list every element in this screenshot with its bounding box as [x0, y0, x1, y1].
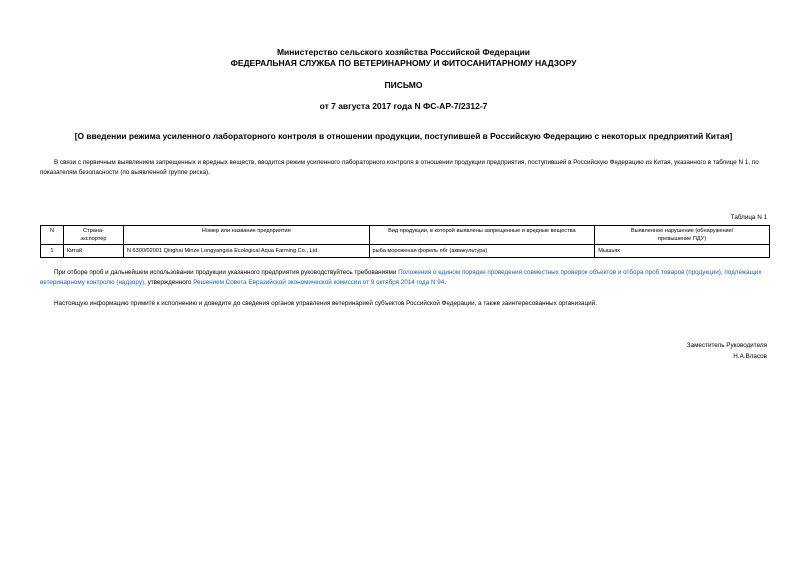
cell-violation: Мышьяк — [595, 245, 770, 258]
cell-product: рыба мороженая форель пбг (аквакультура) — [369, 245, 595, 258]
instruction-paragraph: Настоящую информацию примите к исполнению и доведите до сведения органов управления ветеринарией субъектов Российской Федерации, а также заинтересованных организаций. — [54, 300, 597, 307]
cell-enterprise: N 6300/02001 Qinghai Minze Longyangxia Ecological Aqua Farming Co., Ltd. — [123, 245, 369, 258]
ministry-name: Министерство сельского хозяйства Российской Федерации — [276, 47, 531, 57]
header-cell-enterprise: Номер или название предприятия — [123, 226, 369, 245]
contamination-table — [40, 225, 770, 258]
requirements-text-start: При отборе проб и дальнейшем использовании продукции указанного предприятия руководствуйтесь требованиями — [54, 269, 399, 276]
header-cell-violation: Выявленное нарушение (обнаружение/ превышение ПДУ) — [595, 226, 770, 245]
document-title: [О введении режима усиленного лабораторного контроля в отношении продукции, поступившей в Российскую Федерацию с некоторых предприятий Китая] — [74, 131, 733, 141]
table-header-row — [41, 226, 770, 245]
regulation-link[interactable]: Положения о едином порядке проведения совместных проверок объектов и отбора проб товаров (продукции), подлежащих ветеринарному контролю (надзору) — [40, 269, 762, 286]
header-cell-country: Страна- экспортер — [63, 226, 123, 245]
document-date-number: от 7 августа 2017 года N ФС-АР-7/2312-7 — [319, 101, 488, 111]
table-caption: Таблица N 1 — [730, 214, 767, 221]
cell-country: Китай — [63, 245, 123, 258]
decision-link[interactable]: Решением Совета Евразийской экономической комиссии от 9 октября 2014 года N 94 — [193, 279, 445, 286]
requirements-text-middle: , утвержденного — [144, 279, 194, 286]
requirements-text-end: . — [444, 279, 447, 286]
table-row — [41, 245, 770, 258]
document-type: ПИСЬМО — [384, 80, 423, 90]
intro-paragraph: В связи с первичным выявлением запрещенных и вредных веществ, вводится режим усиленного лабораторного контроля в отношении продукции предприятия, поступившей в Российскую Федерацию из Китая, указанного в таблице N 1, по показателям безопасности (по выявленной группе риска). — [40, 159, 759, 176]
signatory-name: Н.А.Власов — [733, 353, 767, 360]
requirements-paragraph — [40, 268, 770, 288]
cell-number: 1 — [41, 245, 64, 258]
header-cell-product: Вид продукции, в которой выявлены запрещенные и вредные вещества — [369, 226, 595, 245]
signatory-position: Заместитель Руководителя — [686, 342, 767, 349]
service-name: ФЕДЕРАЛЬНАЯ СЛУЖБА ПО ВЕТЕРИНАРНОМУ И ФИТОСАНИТАРНОМУ НАДЗОРУ — [230, 58, 577, 68]
header-cell-number: N — [41, 226, 64, 245]
